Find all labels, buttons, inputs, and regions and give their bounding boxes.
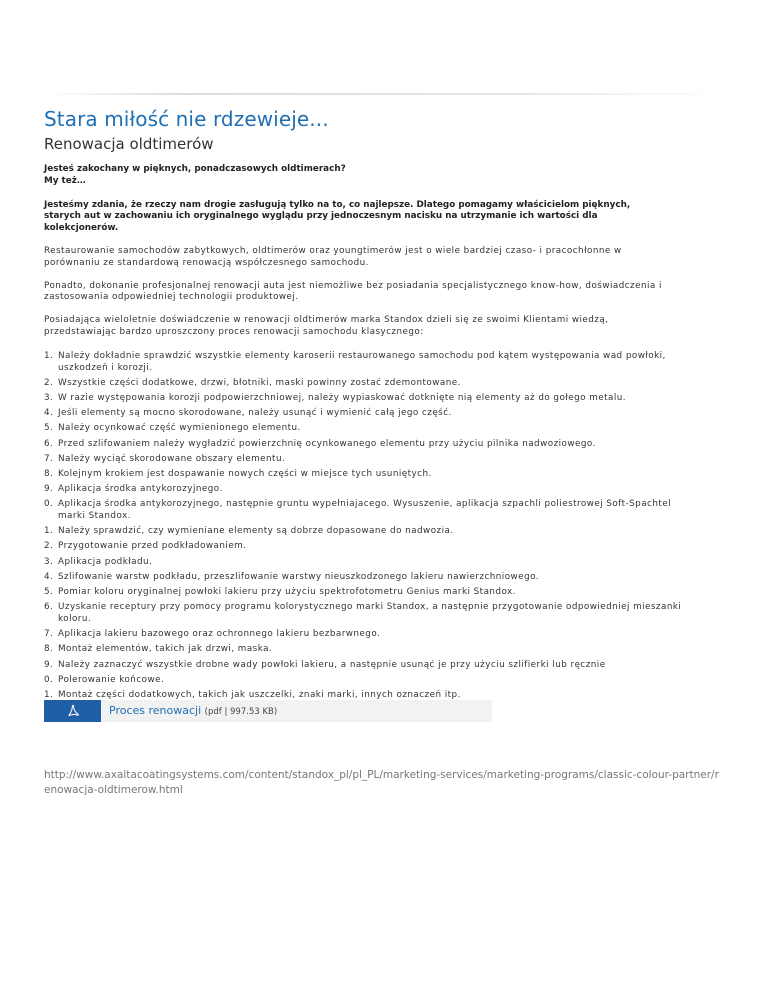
list-item [44, 454, 684, 466]
step-number: 4. [44, 408, 54, 419]
step-text: Przed szlifowaniem należy wygładzić powierzchnię ocynkowanego elementu przy użyciu pilnika nadwoziowego. [58, 438, 596, 449]
article [44, 107, 724, 705]
list-item [44, 602, 684, 626]
page-title: Stara miłość nie rdzewieje... [44, 107, 329, 131]
step-number: 8. [44, 468, 54, 479]
step-number: 1. [44, 526, 54, 537]
list-item [44, 423, 684, 435]
intro-question-line-1: Jesteś zakochany w pięknych, ponadczasowych oldtimerach? [44, 164, 346, 174]
list-item [44, 393, 684, 405]
step-text: Montaż części dodatkowych, takich jak uszczelki, znaki marki, innych oznaczeń itp. [58, 689, 461, 700]
list-item [44, 499, 684, 523]
intro-question [44, 164, 654, 188]
step-text: W razie występowania korozji podpowierzchniowej, należy wypiaskować dotknięte nią elementy aż do gołego metalu. [58, 392, 627, 403]
list-item [44, 541, 684, 553]
step-number: 1. [44, 350, 54, 361]
step-text: Aplikacja środka antykorozyjnego. [58, 484, 223, 495]
step-text: Należy zaznaczyć wszystkie drobne wady powłoki lakieru, a następnie usunąć je przy użyciu szlifierki lub ręcznie [58, 659, 606, 670]
step-text: Należy wyciąć skorodowane obszary elementu. [58, 453, 286, 464]
list-item [44, 660, 684, 672]
list-item [44, 572, 684, 584]
list-item [44, 526, 684, 538]
list-item [44, 469, 684, 481]
step-text: Aplikacja podkładu. [58, 556, 153, 567]
step-text: Należy ocynkować część wymienionego elementu. [58, 423, 301, 434]
list-item [44, 629, 684, 641]
step-number: 7. [44, 453, 54, 464]
step-text: Wszystkie części dodatkowe, drzwi, błotniki, maski powinny zostać zdemontowane. [58, 377, 461, 388]
step-number: 7. [44, 629, 54, 640]
step-text: Montaż elementów, takich jak drzwi, maska. [58, 644, 273, 655]
step-number: 3. [44, 556, 54, 567]
list-item [44, 439, 684, 451]
intro-question-line-2: My też… [44, 175, 86, 186]
list-item [44, 675, 684, 687]
step-text: Należy dokładnie sprawdzić wszystkie elementy karoserii restaurowanego samochodu pod kątem występowania wad powłoki, uszkodzeń i korozji. [58, 350, 666, 373]
list-item [44, 378, 684, 390]
step-number: 6. [44, 602, 54, 613]
step-text: Jeśli elementy są mocno skorodowane, należy usunąć i wymienić całą jego część. [58, 408, 452, 419]
step-number: 8. [44, 644, 54, 655]
step-number: 6. [44, 438, 54, 449]
source-url[interactable]: http://www.axaltacoatingsystems.com/content/standox_pl/pl_PL/marketing-services/marketing-programs/classic-colour-partner/renowacja-oldtimerow.html [44, 769, 719, 796]
intro-statement: Jesteśmy zdania, że rzeczy nam drogie zasługują tylko na to, co najlepsze. Dlatego pomagamy właścicielom pięknych, starych aut w zachowaniu ich oryginalnego wyglądu przy jednoczesnym nacisku na utrzymanie ich wartości dla kolekcjonerów. [44, 199, 631, 234]
list-item [44, 484, 684, 496]
step-text: Pomiar koloru oryginalnej powłoki lakieru przy użyciu spektrofotometru Genius marki Standox. [58, 586, 516, 597]
step-number: 2. [44, 541, 54, 552]
file-meta: (pdf | 997.53 KB) [204, 707, 278, 717]
download-attachment [44, 700, 492, 722]
paragraph: Ponadto, dokonanie profesjonalnej renowacji auta jest niemożliwe bez posiadania specjalistycznego know-how, doświadczenia i zastosowania odpowiedniej technologii produktowej. [44, 280, 662, 303]
step-number: 5. [44, 423, 54, 434]
step-text: Aplikacja lakieru bazowego oraz ochronnego lakieru bezbarwnego. [58, 629, 381, 640]
step-number: 0. [44, 674, 54, 685]
step-text: Należy sprawdzić, czy wymieniane elementy są dobrze dopasowane do nadwozia. [58, 526, 454, 537]
pdf-icon[interactable] [44, 700, 101, 722]
paragraph: Restaurowanie samochodów zabytkowych, oldtimerów oraz youngtimerów jest o wiele bardziej czaso- i pracochłonne w porównaniu ze standardową renowacją współczesnego samochodu. [44, 245, 622, 268]
pdf-acrobat-icon [66, 704, 80, 718]
renovation-steps-list [44, 351, 684, 702]
step-number: 9. [44, 484, 54, 495]
list-item [44, 408, 684, 420]
header-divider [44, 93, 722, 95]
list-item [44, 351, 684, 375]
step-text: Polerowanie końcowe. [58, 674, 165, 685]
paragraph: Posiadająca wieloletnie doświadczenie w renowacji oldtimerów marka Standox dzieli się ze swoimi Klientami wiedzą, przedstawiając bardzo uproszczony proces renowacji samochodu klasycznego: [44, 315, 609, 337]
step-text: Przygotowanie przed podkładowaniem. [58, 541, 247, 552]
step-text: Aplikacja środka antykorozyjnego, następnie gruntu wypełniajacego. Wysuszenie, aplikacja szpachli poliestrowej Soft-Spachtel marki Standox. [58, 499, 672, 522]
step-number: 2. [44, 377, 54, 388]
step-text: Kolejnym krokiem jest dospawanie nowych części w miejsce tych usuniętych. [58, 468, 432, 479]
list-item [44, 644, 684, 656]
step-number: 5. [44, 586, 54, 597]
download-link-label[interactable]: Proces renowacji [109, 704, 202, 717]
page-subtitle: Renowacja oldtimerów [44, 135, 214, 153]
download-link[interactable] [109, 704, 277, 719]
step-text: Uzyskanie receptury przy pomocy programu kolorystycznego marki Standox, a następnie przygotowanie odpowiedniej mieszanki koloru. [58, 602, 682, 624]
step-text: Szlifowanie warstw podkładu, przeszlifowanie warstwy nieuszkodzonego lakieru nawierzchniowego. [58, 571, 539, 582]
list-item [44, 557, 684, 569]
step-number: 0. [44, 499, 54, 510]
list-item [44, 587, 684, 599]
step-number: 9. [44, 659, 54, 670]
step-number: 4. [44, 571, 54, 582]
step-number: 1. [44, 689, 54, 700]
step-number: 3. [44, 392, 54, 403]
